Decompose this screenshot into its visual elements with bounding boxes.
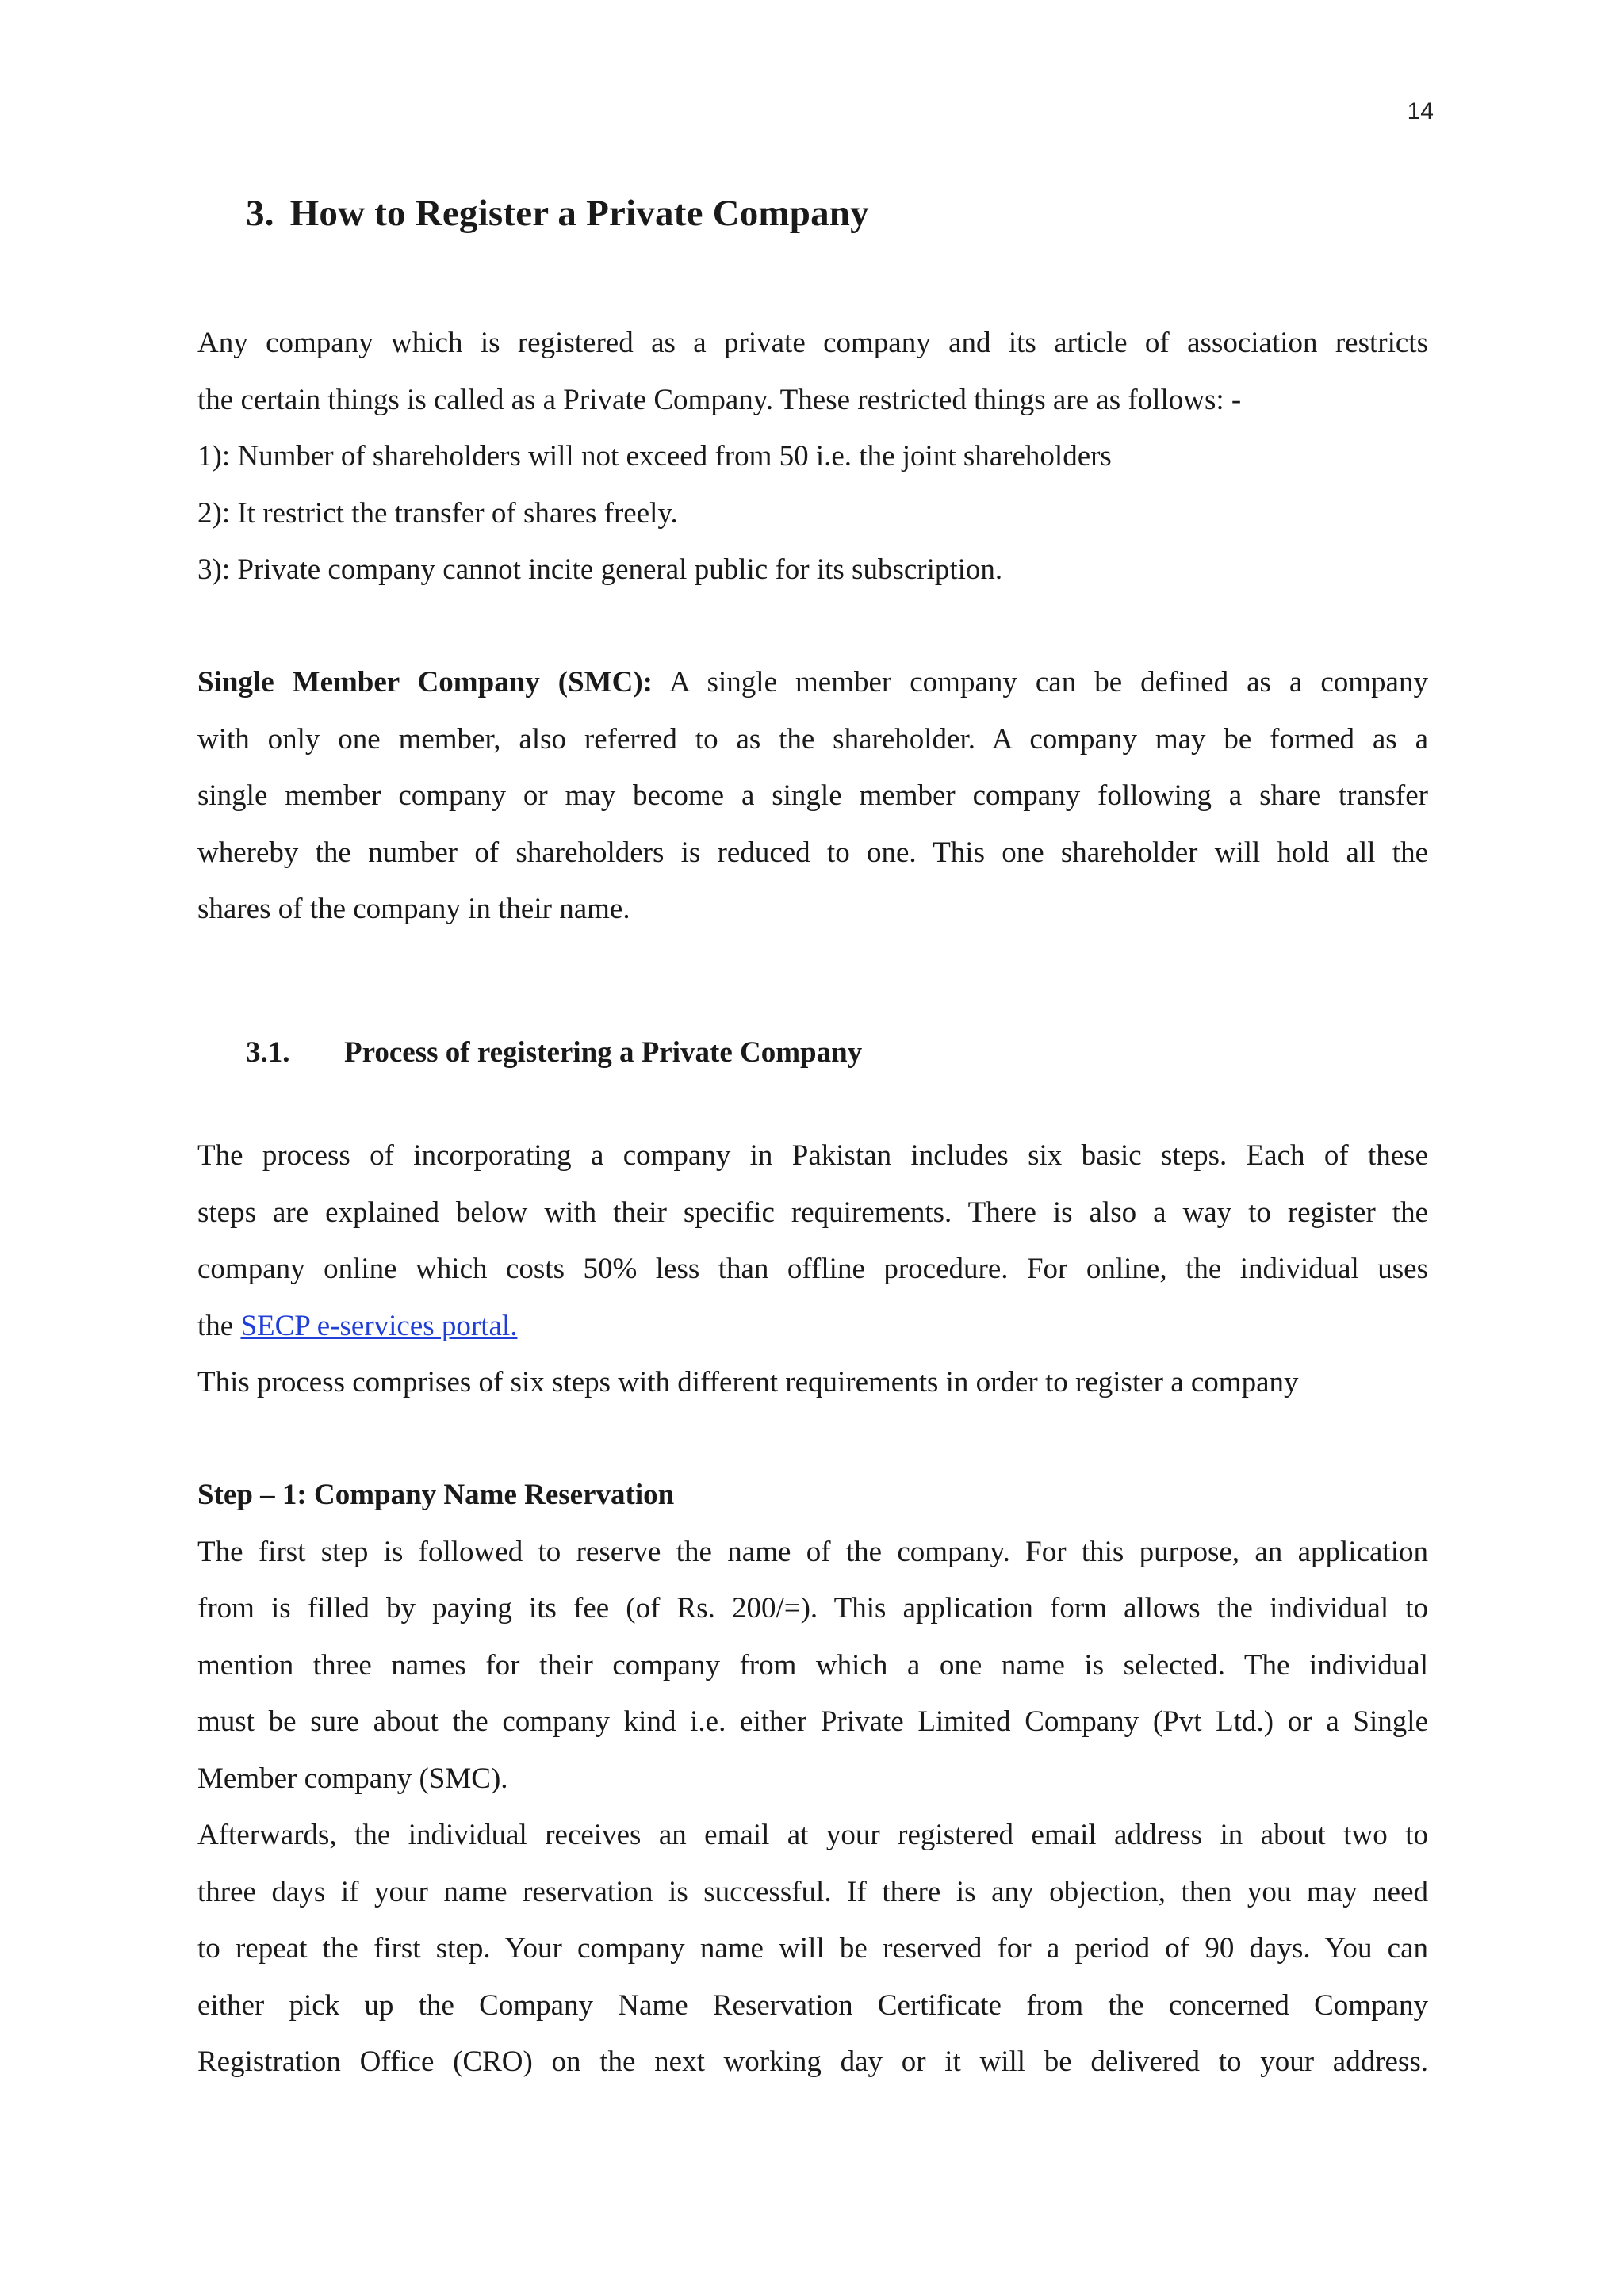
step-1-line: Afterwards, the individual receives an email at your registered email address in about two to xyxy=(197,1819,1428,1851)
subsection-title: Process of registering a Private Company xyxy=(344,1036,863,1069)
smc-line-4: whereby the number of shareholders is reduced to one. This one shareholder will hold all the xyxy=(197,836,1428,869)
step-1-line: The first step is followed to reserve the name of the company. For this purpose, an application xyxy=(197,1535,1428,1568)
step-1-line: from is filled by paying its fee (of Rs. 200/=). This application form allows the individual to xyxy=(197,1592,1428,1624)
process-line-1: The process of incorporating a company in Pakistan includes six basic steps. Each of these xyxy=(197,1139,1428,1172)
list-item: 1): Number of shareholders will not exceed from 50 i.e. the joint shareholders xyxy=(197,440,1112,473)
step-1-line: must be sure about the company kind i.e. either Private Limited Company (Pvt Ltd.) or a Single xyxy=(197,1705,1428,1738)
smc-paragraph xyxy=(197,654,1428,938)
intro-paragraph xyxy=(197,315,1428,599)
smc-term: Single Member Company (SMC): xyxy=(197,666,653,698)
step-1-line: three days if your name reservation is successful. If there is any objection, then you may need xyxy=(197,1875,1428,1908)
step-1-section xyxy=(197,1467,1428,2091)
intro-line-2: the certain things is called as a Private Company. These restricted things are as follows: - xyxy=(197,383,1242,416)
smc-line-2: with only one member, also referred to as the shareholder. A company may be formed as a xyxy=(197,722,1428,756)
smc-line-3: single member company or may become a single member company following a share transfer xyxy=(197,779,1428,812)
page-number: 14 xyxy=(1407,98,1434,124)
smc-line-1-text: A single member company can be defined as a company xyxy=(668,666,1428,698)
secp-portal-link[interactable]: SECP e-services portal. xyxy=(240,1309,518,1342)
process-line-4 xyxy=(197,1298,1428,1355)
section-title: How to Register a Private Company xyxy=(289,193,869,234)
process-line-4-prefix: the xyxy=(197,1309,234,1342)
section-number: 3. xyxy=(246,193,274,234)
step-1-line: Member company (SMC). xyxy=(197,1762,508,1795)
step-1-line: either pick up the Company Name Reservation Certificate from the concerned Company xyxy=(197,1988,1428,2022)
process-paragraph xyxy=(197,1127,1428,1411)
section-heading xyxy=(246,192,869,235)
step-1-title: Step – 1: Company Name Reservation xyxy=(197,1479,675,1511)
list-item: 3): Private company cannot incite general public for its subscription. xyxy=(197,553,1003,586)
smc-line-1 xyxy=(197,654,1428,711)
process-line-5: This process comprises of six steps with different requirements in order to register a company xyxy=(197,1366,1299,1399)
step-1-line: to repeat the first step. Your company name will be reserved for a period of 90 days. You can xyxy=(197,1932,1428,1965)
subsection-heading xyxy=(246,1035,862,1070)
intro-line-1: Any company which is registered as a private company and its article of association restricts xyxy=(197,327,1428,359)
step-1-line: mention three names for their company from which a one name is selected. The individual xyxy=(197,1648,1428,1682)
subsection-number: 3.1. xyxy=(246,1036,290,1069)
step-1-line: Registration Office (CRO) on the next working day or it will be delivered to your address. xyxy=(197,2045,1428,2078)
process-line-2: steps are explained below with their specific requirements. There is also a way to register the xyxy=(197,1196,1428,1229)
process-line-3: company online which costs 50% less than offline procedure. For online, the individual uses xyxy=(197,1253,1428,1285)
list-item: 2): It restrict the transfer of shares freely. xyxy=(197,496,678,530)
smc-line-5: shares of the company in their name. xyxy=(197,893,630,925)
